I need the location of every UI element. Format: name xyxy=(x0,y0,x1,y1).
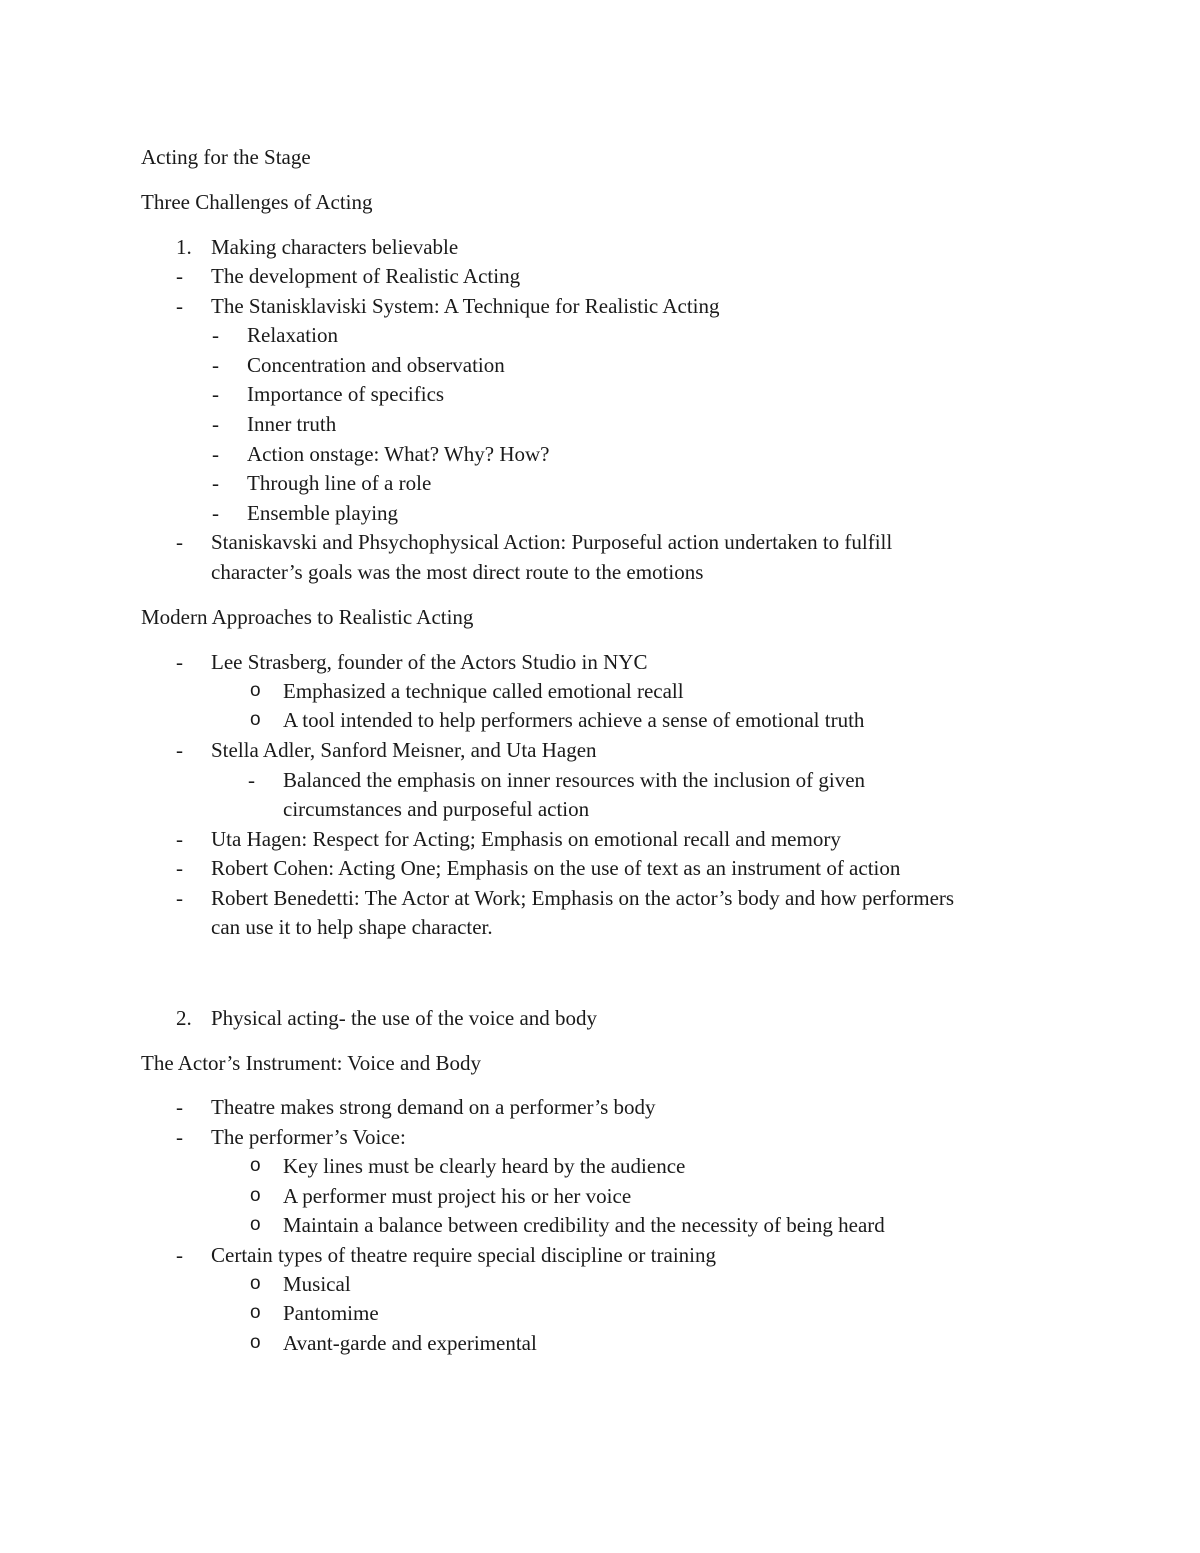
list-item: Stella Adler, Sanford Meisner, and Uta Hagen xyxy=(211,738,597,762)
circle-bullet: o xyxy=(250,1273,261,1294)
list-item: Robert Benedetti: The Actor at Work; Emphasis on the actor’s body and how performers xyxy=(211,886,955,910)
list-item-continuation: circumstances and purposeful action xyxy=(283,797,590,821)
dash-bullet: - xyxy=(176,530,183,554)
section-heading-modern: Modern Approaches to Realistic Acting xyxy=(141,605,474,629)
dash-bullet: - xyxy=(176,650,183,674)
list-item: Importance of specifics xyxy=(247,382,445,406)
list-number: 2. xyxy=(176,1006,192,1030)
dash-bullet: - xyxy=(212,382,219,406)
list-item: Ensemble playing xyxy=(247,501,399,525)
dash-bullet: - xyxy=(248,768,255,792)
list-item: Balanced the emphasis on inner resources with the inclusion of given xyxy=(283,768,866,792)
dash-bullet: - xyxy=(212,323,219,347)
dash-bullet: - xyxy=(176,738,183,762)
list-item: Lee Strasberg, founder of the Actors Studio in NYC xyxy=(211,650,648,674)
dash-bullet: - xyxy=(212,442,219,466)
section-heading-instrument: The Actor’s Instrument: Voice and Body xyxy=(141,1051,482,1075)
section-heading-challenges: Three Challenges of Acting xyxy=(141,190,373,214)
list-item: Uta Hagen: Respect for Acting; Emphasis on emotional recall and memory xyxy=(211,827,841,851)
list-item: The development of Realistic Acting xyxy=(211,264,521,288)
dash-bullet: - xyxy=(212,353,219,377)
list-item: A tool intended to help performers achieve a sense of emotional truth xyxy=(283,708,865,732)
dash-bullet: - xyxy=(176,886,183,910)
dash-bullet: - xyxy=(212,412,219,436)
dash-bullet: - xyxy=(176,1125,183,1149)
list-item: Musical xyxy=(283,1272,351,1296)
list-item: Theatre makes strong demand on a performer’s body xyxy=(211,1095,656,1119)
list-item: Robert Cohen: Acting One; Emphasis on the use of text as an instrument of action xyxy=(211,856,901,880)
list-item: Relaxation xyxy=(247,323,338,347)
circle-bullet: o xyxy=(250,1302,261,1323)
list-item: Action onstage: What? Why? How? xyxy=(247,442,550,466)
list-item-continuation: can use it to help shape character. xyxy=(211,915,493,939)
list-item: Emphasized a technique called emotional recall xyxy=(283,679,684,703)
list-item: Key lines must be clearly heard by the audience xyxy=(283,1154,686,1178)
circle-bullet: o xyxy=(250,1185,261,1206)
dash-bullet: - xyxy=(176,1243,183,1267)
dash-bullet: - xyxy=(176,856,183,880)
circle-bullet: o xyxy=(250,709,261,730)
dash-bullet: - xyxy=(212,501,219,525)
list-number: 1. xyxy=(176,235,192,259)
list-item-continuation: character’s goals was the most direct route to the emotions xyxy=(211,560,704,584)
dash-bullet: - xyxy=(212,471,219,495)
list-item: Inner truth xyxy=(247,412,337,436)
list-item: Staniskavski and Phsychophysical Action: Purposeful action undertaken to fulfill xyxy=(211,530,893,554)
list-item: Maintain a balance between credibility and the necessity of being heard xyxy=(283,1213,885,1237)
list-item: Physical acting- the use of the voice and body xyxy=(211,1006,598,1030)
circle-bullet: o xyxy=(250,1332,261,1353)
list-item: The performer’s Voice: xyxy=(211,1125,406,1149)
list-item: Pantomime xyxy=(283,1301,379,1325)
list-item: Through line of a role xyxy=(247,471,432,495)
list-item: Avant-garde and experimental xyxy=(283,1331,537,1355)
list-item: The Stanisklaviski System: A Technique for Realistic Acting xyxy=(211,294,720,318)
list-item: Concentration and observation xyxy=(247,353,505,377)
document-title: Acting for the Stage xyxy=(141,145,311,169)
dash-bullet: - xyxy=(176,264,183,288)
circle-bullet: o xyxy=(250,680,261,701)
list-item: Certain types of theatre require special discipline or training xyxy=(211,1243,716,1267)
circle-bullet: o xyxy=(250,1155,261,1176)
list-item: Making characters believable xyxy=(211,235,459,259)
circle-bullet: o xyxy=(250,1214,261,1235)
dash-bullet: - xyxy=(176,827,183,851)
dash-bullet: - xyxy=(176,294,183,318)
dash-bullet: - xyxy=(176,1095,183,1119)
list-item: A performer must project his or her voice xyxy=(283,1184,632,1208)
